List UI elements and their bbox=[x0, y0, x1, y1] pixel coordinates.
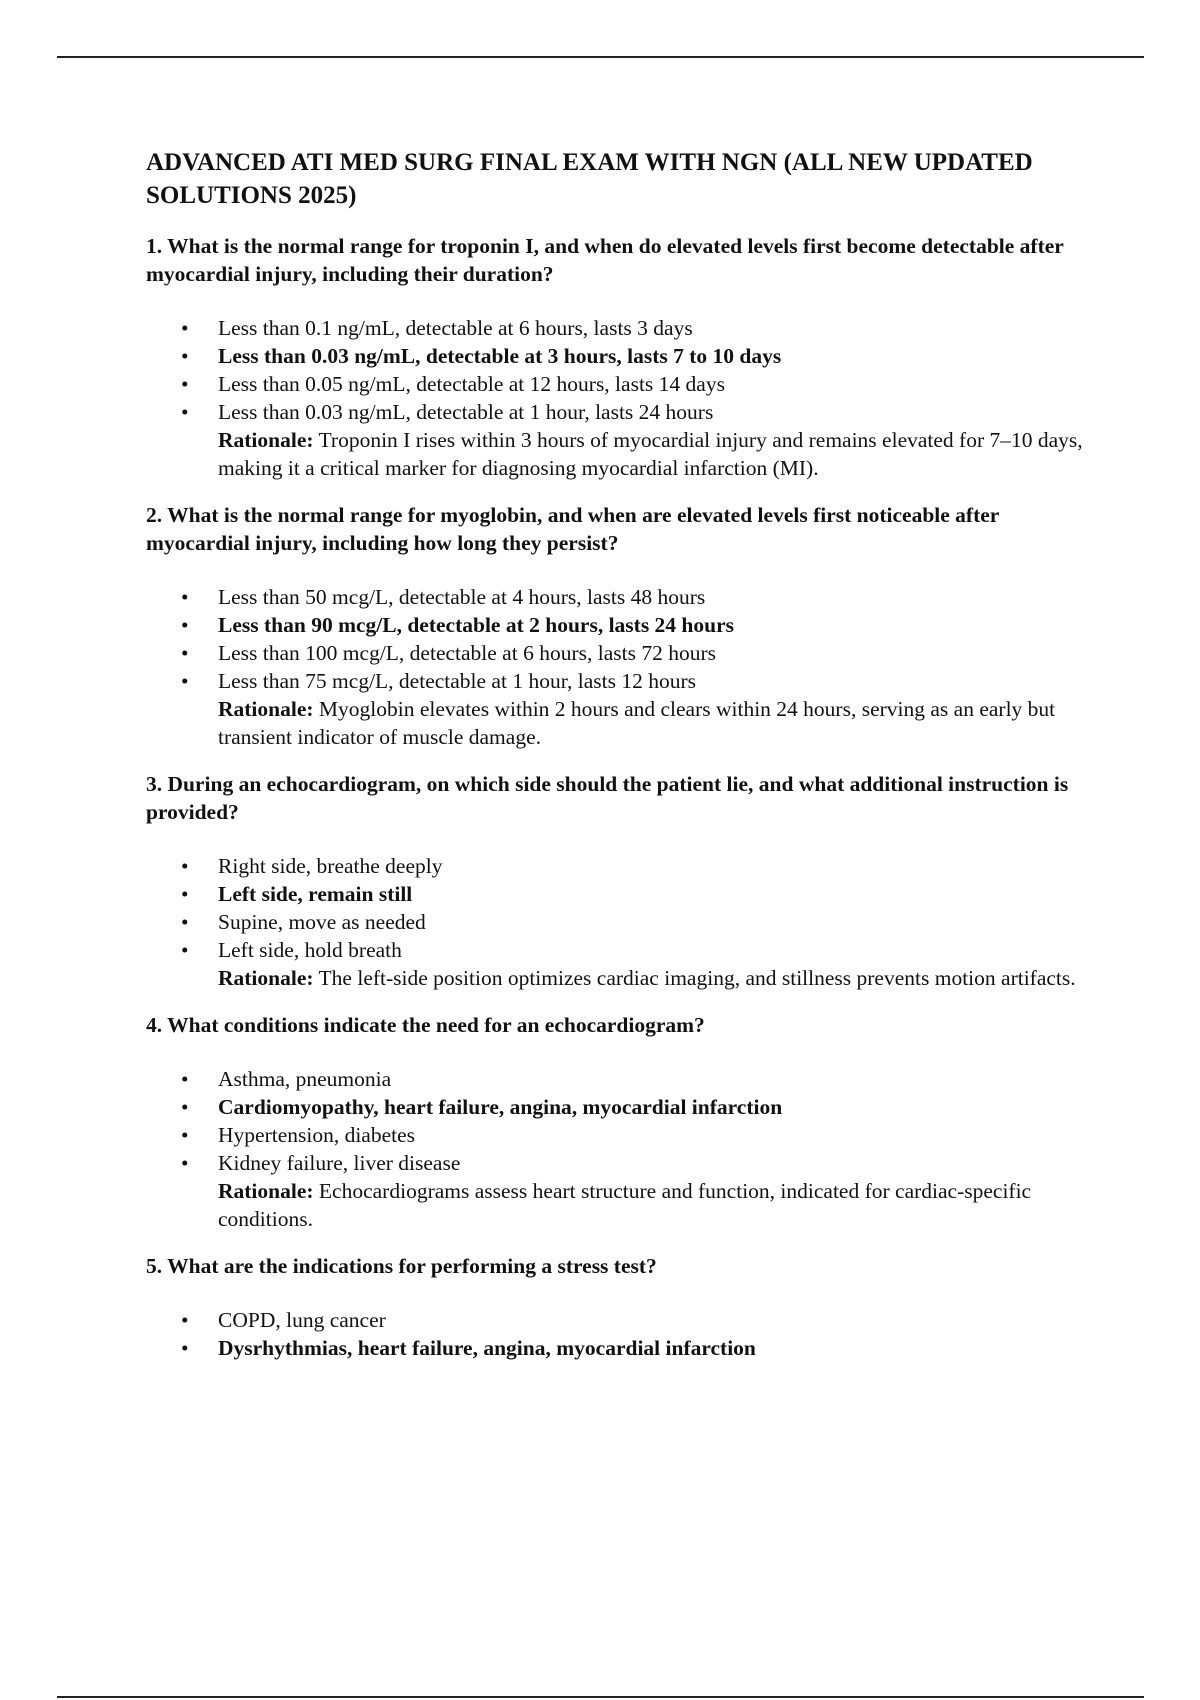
answer-option-text: Less than 50 mcg/L, detectable at 4 hours, lasts 48 hours bbox=[218, 585, 706, 609]
bullet-icon: • bbox=[181, 641, 189, 665]
answer-options bbox=[146, 1306, 1096, 1362]
answer-option-text: Right side, breathe deeply bbox=[218, 854, 443, 878]
question-text: 1. What is the normal range for troponin I, and when do elevated levels first become detectable after myocardial injury, including their duration? bbox=[146, 234, 1064, 286]
rationale bbox=[146, 426, 1096, 482]
question-text: 4. What conditions indicate the need for an echocardiogram? bbox=[146, 1013, 705, 1037]
answer-option-correct bbox=[146, 1093, 1096, 1121]
rationale-text: Myoglobin elevates within 2 hours and clears within 24 hours, serving as an early but transient indicator of muscle damage. bbox=[218, 697, 1056, 749]
question-block bbox=[146, 770, 1096, 992]
bullet-icon: • bbox=[181, 344, 189, 368]
bullet-icon: • bbox=[181, 372, 189, 396]
rationale bbox=[146, 964, 1096, 992]
answer-option-text: Asthma, pneumonia bbox=[218, 1067, 392, 1091]
rationale-label: Rationale: bbox=[218, 966, 314, 990]
bullet-icon: • bbox=[181, 910, 189, 934]
answer-option bbox=[146, 667, 1096, 695]
answer-option bbox=[146, 398, 1096, 426]
bullet-icon: • bbox=[181, 400, 189, 424]
bullet-icon: • bbox=[181, 1336, 189, 1360]
rationale-label: Rationale: bbox=[218, 428, 314, 452]
answer-option-text: Less than 0.03 ng/mL, detectable at 1 hour, lasts 24 hours bbox=[218, 400, 714, 424]
answer-option-text: Supine, move as needed bbox=[218, 910, 426, 934]
bottom-rule bbox=[57, 1696, 1144, 1698]
answer-options bbox=[146, 314, 1096, 426]
answer-option bbox=[146, 1306, 1096, 1334]
bullet-icon: • bbox=[181, 316, 189, 340]
bullet-icon: • bbox=[181, 1151, 189, 1175]
rationale-text: Echocardiograms assess heart structure and function, indicated for cardiac-specific conditions. bbox=[218, 1179, 1032, 1231]
answer-options bbox=[146, 852, 1096, 964]
question-list bbox=[146, 232, 1096, 1362]
bullet-icon: • bbox=[181, 1123, 189, 1147]
question-text: 5. What are the indications for performing a stress test? bbox=[146, 1254, 657, 1278]
answer-option-text: COPD, lung cancer bbox=[218, 1308, 386, 1332]
bullet-icon: • bbox=[181, 669, 189, 693]
answer-option-text: Less than 0.1 ng/mL, detectable at 6 hours, lasts 3 days bbox=[218, 316, 693, 340]
bullet-icon: • bbox=[181, 854, 189, 878]
top-rule bbox=[57, 56, 1144, 58]
answer-option-text: Less than 90 mcg/L, detectable at 2 hours, lasts 24 hours bbox=[218, 613, 735, 637]
bullet-icon: • bbox=[181, 585, 189, 609]
answer-option-correct bbox=[146, 342, 1096, 370]
answer-option-text: Less than 0.03 ng/mL, detectable at 3 hours, lasts 7 to 10 days bbox=[218, 344, 782, 368]
answer-option bbox=[146, 314, 1096, 342]
question-text: 2. What is the normal range for myoglobin, and when are elevated levels first noticeable after myocardial injury, including how long they persist? bbox=[146, 503, 999, 555]
rationale bbox=[146, 1177, 1096, 1233]
answer-option bbox=[146, 852, 1096, 880]
answer-option bbox=[146, 639, 1096, 667]
question-block bbox=[146, 232, 1096, 482]
question-block bbox=[146, 501, 1096, 751]
rationale-text: The left-side position optimizes cardiac imaging, and stillness prevents motion artifacts. bbox=[318, 966, 1076, 990]
answer-option bbox=[146, 936, 1096, 964]
answer-option-correct bbox=[146, 1334, 1096, 1362]
document-body bbox=[146, 146, 1096, 1381]
answer-option bbox=[146, 908, 1096, 936]
answer-option bbox=[146, 583, 1096, 611]
answer-option bbox=[146, 1121, 1096, 1149]
bullet-icon: • bbox=[181, 882, 189, 906]
answer-option-text: Less than 0.05 ng/mL, detectable at 12 hours, lasts 14 days bbox=[218, 372, 725, 396]
answer-options bbox=[146, 1065, 1096, 1177]
answer-option-text: Kidney failure, liver disease bbox=[218, 1151, 461, 1175]
answer-option-text: Less than 100 mcg/L, detectable at 6 hours, lasts 72 hours bbox=[218, 641, 716, 665]
bullet-icon: • bbox=[181, 1308, 189, 1332]
bullet-icon: • bbox=[181, 613, 189, 637]
rationale-label: Rationale: bbox=[218, 697, 314, 721]
bullet-icon: • bbox=[181, 938, 189, 962]
answer-option-text: Cardiomyopathy, heart failure, angina, myocardial infarction bbox=[218, 1095, 783, 1119]
bullet-icon: • bbox=[181, 1067, 189, 1091]
question-block bbox=[146, 1011, 1096, 1233]
rationale-label: Rationale: bbox=[218, 1179, 314, 1203]
answer-options bbox=[146, 583, 1096, 695]
answer-option-correct bbox=[146, 880, 1096, 908]
rationale-text: Troponin I rises within 3 hours of myocardial injury and remains elevated for 7–10 days, making it a critical marker for diagnosing myocardial infarction (MI). bbox=[218, 428, 1083, 480]
answer-option bbox=[146, 370, 1096, 398]
answer-option bbox=[146, 1065, 1096, 1093]
answer-option-text: Left side, hold breath bbox=[218, 938, 402, 962]
question-text: 3. During an echocardiogram, on which side should the patient lie, and what additional instruction is provided? bbox=[146, 772, 1069, 824]
answer-option-text: Less than 75 mcg/L, detectable at 1 hour, lasts 12 hours bbox=[218, 669, 696, 693]
answer-option-correct bbox=[146, 611, 1096, 639]
answer-option-text: Dysrhythmias, heart failure, angina, myocardial infarction bbox=[218, 1336, 756, 1360]
answer-option bbox=[146, 1149, 1096, 1177]
answer-option-text: Hypertension, diabetes bbox=[218, 1123, 416, 1147]
answer-option-text: Left side, remain still bbox=[218, 882, 413, 906]
question-block bbox=[146, 1252, 1096, 1362]
bullet-icon: • bbox=[181, 1095, 189, 1119]
rationale bbox=[146, 695, 1096, 751]
document-title: ADVANCED ATI MED SURG FINAL EXAM WITH NGN (ALL NEW UPDATED SOLUTIONS 2025) bbox=[146, 149, 1033, 209]
